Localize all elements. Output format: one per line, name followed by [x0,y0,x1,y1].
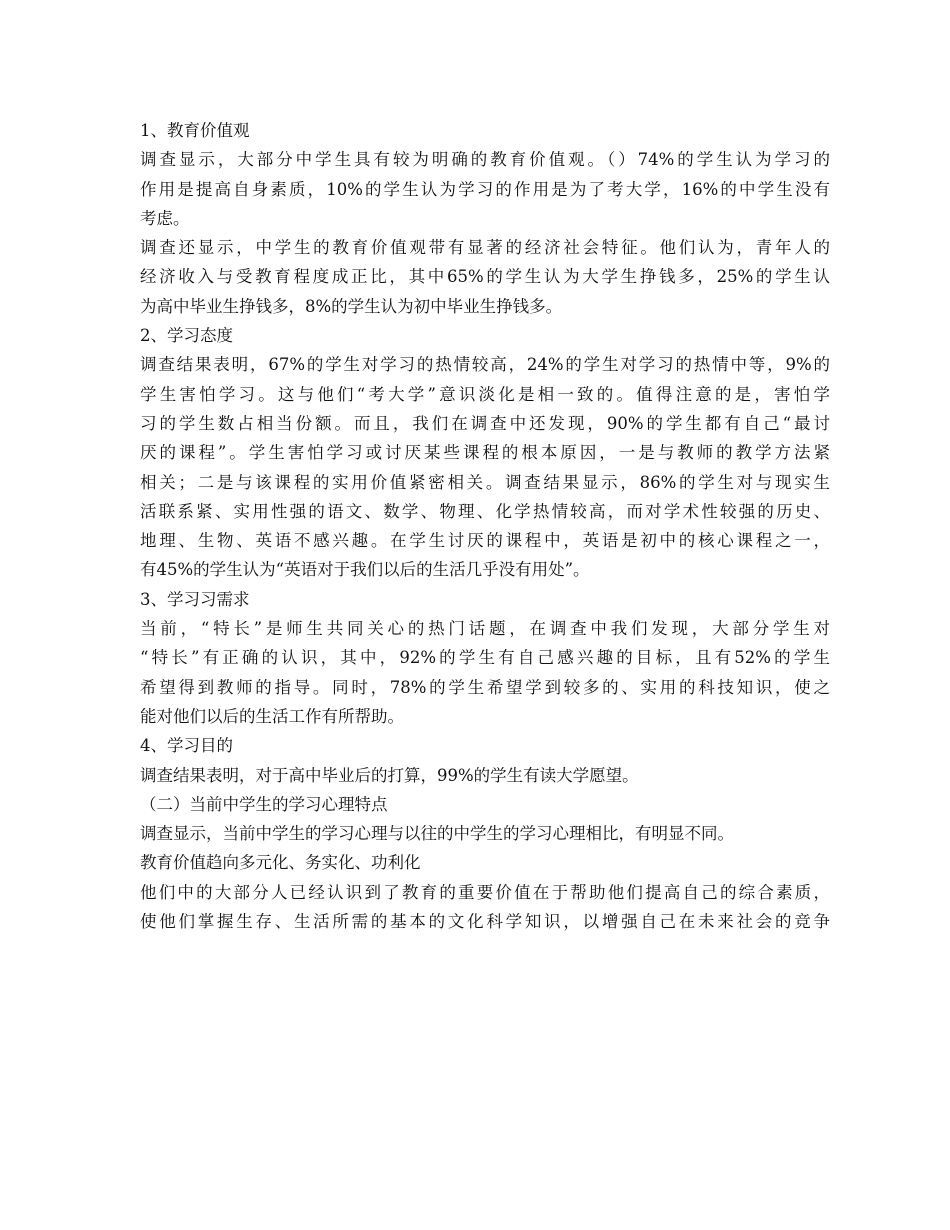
subheading: 教育价值趋向多元化、务实化、功利化 [140,853,421,873]
text-line: 地理、生物、英语不感兴趣。在学生讨厌的课程中，英语是初中的核心课程之一， [140,531,830,551]
text-line: 希望得到教师的指导。同时，78%的学生希望学到较多的、实用的科技知识，使之 [140,677,830,697]
text-line: 他们中的大部分人已经认识到了教育的重要价值在于帮助他们提高自己的综合素质， [140,882,830,902]
text-line: 调查还显示，中学生的教育价值观带有显著的经济社会特征。他们认为，青年人的 [140,238,830,258]
text-line: 调查显示，当前中学生的学习心理与以往的中学生的学习心理相比，有明显不同。 [140,824,734,844]
text-line: 能对他们以后的生活工作有所帮助。 [140,706,404,726]
text-line: 考虑。 [140,208,190,228]
text-line: 调查显示，大部分中学生具有较为明确的教育价值观。（）74%的学生认为学习的 [140,150,830,170]
subsection-heading: （二）当前中学生的学习心理特点 [140,794,388,814]
text-line: 有45%的学生认为“英语对于我们以后的生活几乎没有用处”。 [140,560,590,580]
document-body [140,116,830,936]
section-heading-3: 3、学习习需求 [140,589,250,609]
text-line: 调查结果表明，67%的学生对学习的热情较高，24%的学生对学习的热情中等，9%的 [140,355,830,375]
text-line: 为高中毕业生挣钱多，8%的学生认为初中毕业生挣钱多。 [140,296,563,316]
section-heading-2: 2、学习态度 [140,326,233,346]
text-line: 学生害怕学习。这与他们“考大学”意识淡化是相一致的。值得注意的是，害怕学 [140,384,830,404]
text-line: 调查结果表明，对于高中毕业后的打算，99%的学生有读大学愿望。 [140,765,639,785]
text-line: “特长”有正确的认识，其中，92%的学生有自己感兴趣的目标，且有52%的学生 [140,648,830,668]
text-line: 作用是提高自身素质，10%的学生认为学习的作用是为了考大学，16%的中学生没有 [140,179,830,199]
text-line: 当前，“特长”是师生共同关心的热门话题，在调查中我们发现，大部分学生对 [140,619,830,639]
section-heading-1: 1、教育价值观 [140,121,250,140]
section-heading-4: 4、学习目的 [140,736,233,756]
text-line: 厌的课程”。学生害怕学习或讨厌某些课程的根本原因，一是与教师的教学方法紧 [140,443,830,463]
text-line: 相关；二是与该课程的实用价值紧密相关。调查结果显示，86%的学生对与现实生 [140,472,830,492]
text-line: 活联系紧、实用性强的语文、数学、物理、化学热情较高，而对学术性较强的历史、 [140,501,830,521]
text-line: 使他们掌握生存、生活所需的基本的文化科学知识，以增强自己在未来社会的竞争 [140,912,830,932]
text-line: 经济收入与受教育程度成正比，其中65%的学生认为大学生挣钱多，25%的学生认 [140,267,830,287]
text-line: 习的学生数占相当份额。而且，我们在调查中还发现，90%的学生都有自己“最讨 [140,413,830,433]
